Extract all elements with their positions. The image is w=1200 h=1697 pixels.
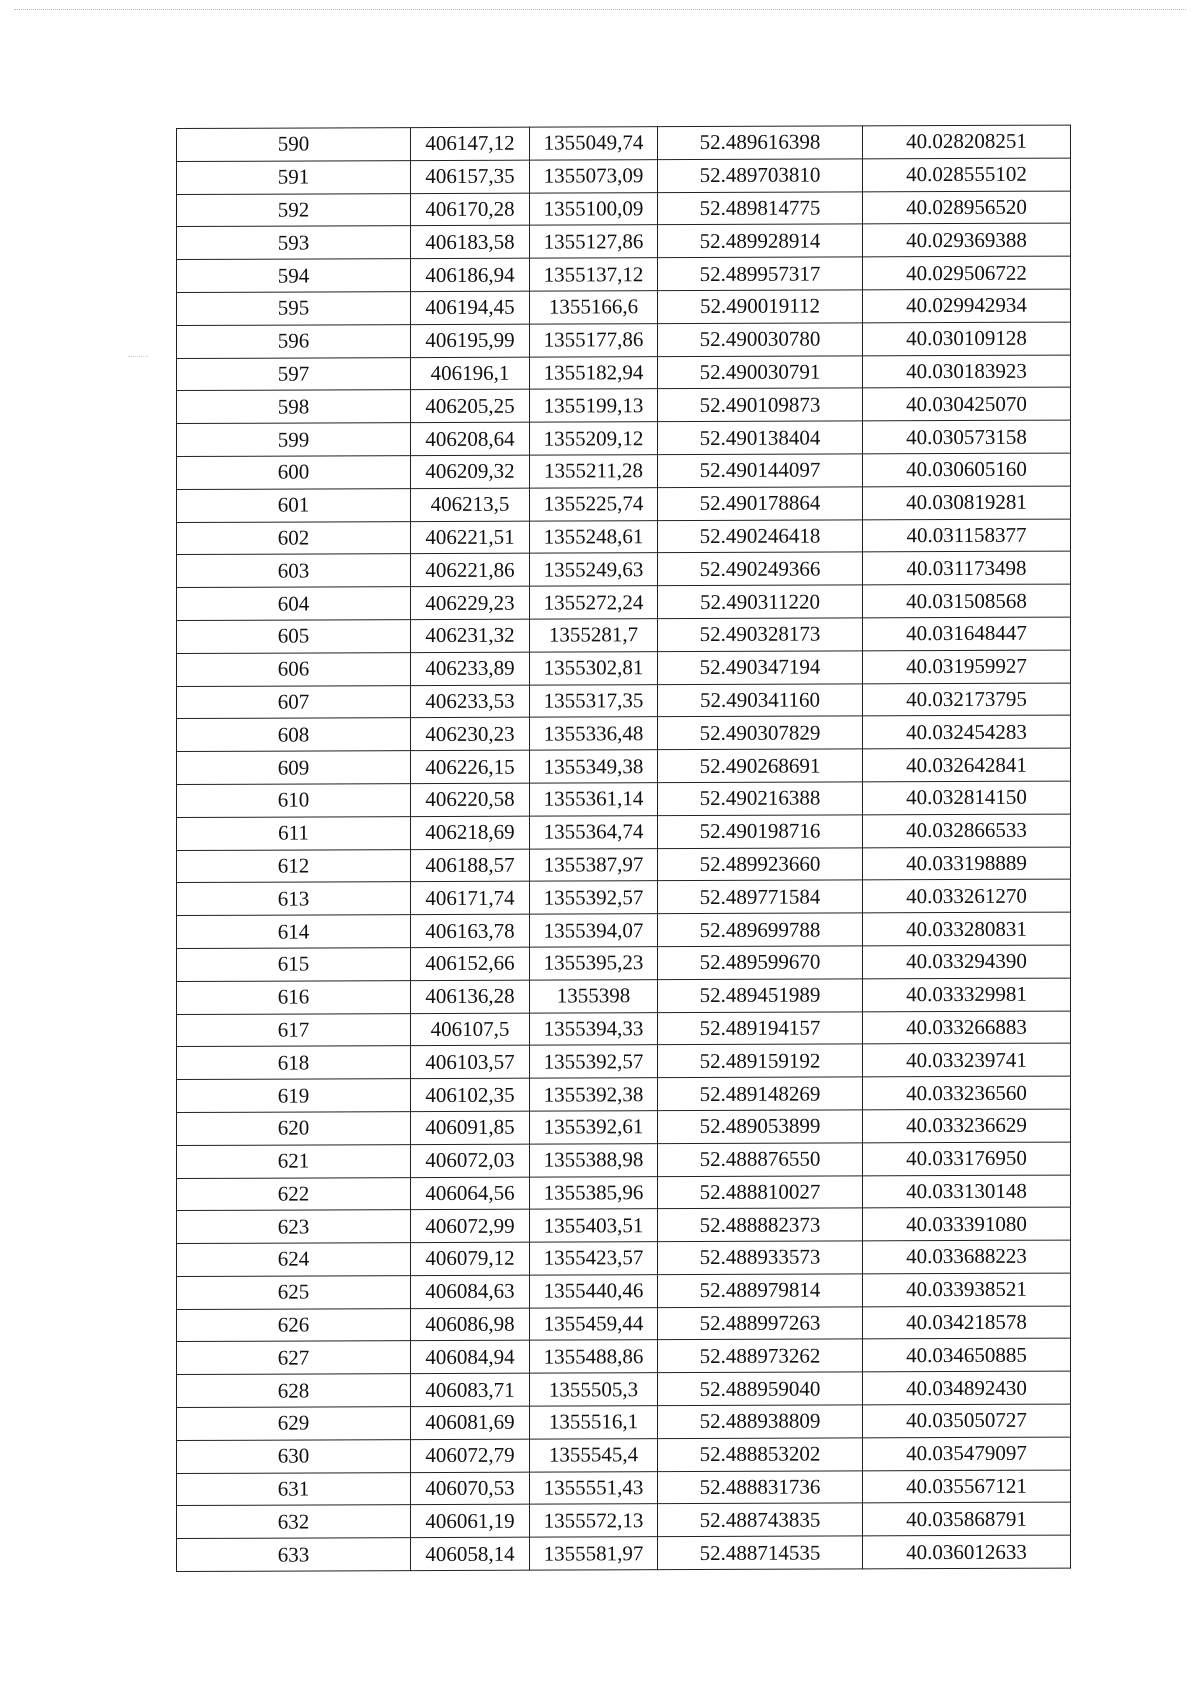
y-coordinate-cell: 1355385,96: [530, 1176, 658, 1209]
latitude-cell: 52.490144097: [658, 454, 863, 488]
point-number-cell: 606: [177, 652, 411, 686]
point-number-cell: 622: [177, 1177, 411, 1211]
table-row: [177, 879, 1071, 915]
y-coordinate-cell: 1355581,97: [530, 1537, 658, 1570]
x-coordinate-cell: 406213,5: [411, 488, 530, 521]
table-row: [177, 847, 1071, 883]
y-coordinate-cell: 1355551,43: [530, 1471, 658, 1504]
latitude-cell: 52.490216388: [658, 782, 863, 816]
point-number-cell: 632: [177, 1505, 411, 1539]
latitude-cell: 52.489771584: [658, 880, 863, 914]
table-row: [177, 715, 1071, 751]
longitude-cell: 40.035050727: [863, 1404, 1071, 1438]
table-row: [177, 420, 1071, 456]
x-coordinate-cell: 406233,89: [411, 652, 530, 685]
point-number-cell: 605: [177, 620, 411, 654]
latitude-cell: 52.490311220: [658, 585, 863, 619]
y-coordinate-cell: 1355387,97: [530, 848, 658, 881]
latitude-cell: 52.490198716: [658, 815, 863, 849]
point-number-cell: 618: [177, 1046, 411, 1080]
table-row: [177, 978, 1071, 1014]
y-coordinate-cell: 1355395,23: [530, 947, 658, 980]
point-number-cell: 631: [177, 1472, 411, 1506]
x-coordinate-cell: 406163,78: [411, 914, 530, 947]
latitude-cell: 52.490249366: [658, 552, 863, 586]
point-number-cell: 628: [177, 1374, 411, 1408]
y-coordinate-cell: 1355394,07: [530, 914, 658, 947]
point-number-cell: 630: [177, 1439, 411, 1473]
point-number-cell: 598: [177, 390, 411, 424]
point-number-cell: 603: [177, 554, 411, 588]
longitude-cell: 40.031173498: [863, 551, 1071, 585]
y-coordinate-cell: 1355392,38: [530, 1078, 658, 1111]
longitude-cell: 40.036012633: [863, 1535, 1071, 1569]
x-coordinate-cell: 406086,98: [411, 1308, 530, 1341]
x-coordinate-cell: 406226,15: [411, 750, 530, 783]
longitude-cell: 40.034650885: [863, 1339, 1071, 1373]
y-coordinate-cell: 1355459,44: [530, 1307, 658, 1340]
point-number-cell: 594: [177, 259, 411, 293]
table-row: [177, 1043, 1071, 1079]
longitude-cell: 40.034218578: [863, 1306, 1071, 1340]
latitude-cell: 52.489616398: [658, 126, 863, 160]
x-coordinate-cell: 406195,99: [411, 324, 530, 357]
latitude-cell: 52.490019112: [658, 290, 863, 324]
table-row: [177, 322, 1071, 358]
table-row: [177, 945, 1071, 981]
point-number-cell: 593: [177, 226, 411, 260]
y-coordinate-cell: 1355182,94: [530, 356, 658, 389]
point-number-cell: 613: [177, 882, 411, 916]
latitude-cell: 52.488959040: [658, 1372, 863, 1406]
point-number-cell: 601: [177, 488, 411, 522]
latitude-cell: 52.489923660: [658, 847, 863, 881]
y-coordinate-cell: 1355392,57: [530, 1045, 658, 1078]
latitude-cell: 52.490347194: [658, 651, 863, 685]
y-coordinate-cell: 1355392,57: [530, 881, 658, 914]
latitude-cell: 52.488979814: [658, 1274, 863, 1308]
x-coordinate-cell: 406229,23: [411, 586, 530, 619]
latitude-cell: 52.489451989: [658, 979, 863, 1013]
coordinates-table: [176, 125, 1071, 1572]
longitude-cell: 40.030605160: [863, 453, 1071, 487]
longitude-cell: 40.033294390: [863, 945, 1071, 979]
point-number-cell: 590: [177, 128, 411, 162]
table-row: [177, 1175, 1071, 1211]
x-coordinate-cell: 406188,57: [411, 849, 530, 882]
x-coordinate-cell: 406103,57: [411, 1045, 530, 1078]
longitude-cell: 40.033130148: [863, 1175, 1071, 1209]
x-coordinate-cell: 406064,56: [411, 1177, 530, 1210]
latitude-cell: 52.488810027: [658, 1175, 863, 1209]
y-coordinate-cell: 1355137,12: [530, 258, 658, 291]
table-row: [177, 781, 1071, 817]
x-coordinate-cell: 406171,74: [411, 881, 530, 914]
latitude-cell: 52.489814775: [658, 191, 863, 225]
scan-margin-mark: [128, 356, 148, 357]
latitude-cell: 52.489699788: [658, 913, 863, 947]
y-coordinate-cell: 1355392,61: [530, 1111, 658, 1144]
latitude-cell: 52.489159192: [658, 1044, 863, 1078]
longitude-cell: 40.033236629: [863, 1109, 1071, 1143]
longitude-cell: 40.028208251: [863, 125, 1071, 159]
longitude-cell: 40.032642841: [863, 748, 1071, 782]
table-row: [177, 1470, 1071, 1506]
y-coordinate-cell: 1355073,09: [530, 159, 658, 192]
point-number-cell: 595: [177, 292, 411, 326]
longitude-cell: 40.030183923: [863, 355, 1071, 389]
y-coordinate-cell: 1355302,81: [530, 651, 658, 684]
table-row: [177, 1503, 1071, 1539]
y-coordinate-cell: 1355388,98: [530, 1143, 658, 1176]
x-coordinate-cell: 406196,1: [411, 357, 530, 390]
coordinates-table-body: [177, 125, 1071, 1571]
point-number-cell: 604: [177, 587, 411, 621]
y-coordinate-cell: 1355166,6: [530, 291, 658, 324]
latitude-cell: 52.490109873: [658, 388, 863, 422]
x-coordinate-cell: 406205,25: [411, 390, 530, 423]
x-coordinate-cell: 406079,12: [411, 1242, 530, 1275]
latitude-cell: 52.489148269: [658, 1077, 863, 1111]
point-number-cell: 600: [177, 456, 411, 490]
table-row: [177, 748, 1071, 784]
longitude-cell: 40.033391080: [863, 1207, 1071, 1241]
latitude-cell: 52.490328173: [658, 618, 863, 652]
x-coordinate-cell: 406070,53: [411, 1472, 530, 1505]
longitude-cell: 40.033198889: [863, 847, 1071, 881]
y-coordinate-cell: 1355272,24: [530, 586, 658, 619]
longitude-cell: 40.033261270: [863, 879, 1071, 913]
table-row: [177, 519, 1071, 555]
x-coordinate-cell: 406091,85: [411, 1111, 530, 1144]
y-coordinate-cell: 1355488,86: [530, 1340, 658, 1373]
point-number-cell: 619: [177, 1079, 411, 1113]
latitude-cell: 52.490307829: [658, 716, 863, 750]
y-coordinate-cell: 1355127,86: [530, 225, 658, 258]
table-row: [177, 683, 1071, 719]
x-coordinate-cell: 406084,94: [411, 1341, 530, 1374]
latitude-cell: 52.490178864: [658, 487, 863, 521]
y-coordinate-cell: 1355516,1: [530, 1406, 658, 1439]
table-row: [177, 1207, 1071, 1243]
x-coordinate-cell: 406233,53: [411, 685, 530, 718]
longitude-cell: 40.030573158: [863, 420, 1071, 454]
x-coordinate-cell: 406157,35: [411, 160, 530, 193]
longitude-cell: 40.035567121: [863, 1470, 1071, 1504]
table-row: [177, 1437, 1071, 1473]
table-row: [177, 387, 1071, 423]
x-coordinate-cell: 406186,94: [411, 258, 530, 291]
longitude-cell: 40.029506722: [863, 256, 1071, 290]
x-coordinate-cell: 406194,45: [411, 291, 530, 324]
latitude-cell: 52.488743835: [658, 1503, 863, 1537]
latitude-cell: 52.488853202: [658, 1438, 863, 1472]
table-row: [177, 453, 1071, 489]
point-number-cell: 614: [177, 915, 411, 949]
latitude-cell: 52.489194157: [658, 1011, 863, 1045]
point-number-cell: 616: [177, 980, 411, 1014]
x-coordinate-cell: 406072,03: [411, 1144, 530, 1177]
y-coordinate-cell: 1355423,57: [530, 1242, 658, 1275]
longitude-cell: 40.033266883: [863, 1011, 1071, 1045]
y-coordinate-cell: 1355249,63: [530, 553, 658, 586]
y-coordinate-cell: 1355505,3: [530, 1373, 658, 1406]
latitude-cell: 52.488882373: [658, 1208, 863, 1242]
point-number-cell: 633: [177, 1538, 411, 1572]
point-number-cell: 596: [177, 324, 411, 358]
scan-edge-line: [14, 9, 1186, 10]
point-number-cell: 607: [177, 685, 411, 719]
y-coordinate-cell: 1355049,74: [530, 127, 658, 160]
longitude-cell: 40.031959927: [863, 650, 1071, 684]
latitude-cell: 52.489053899: [658, 1110, 863, 1144]
table-row: [177, 551, 1071, 587]
longitude-cell: 40.033236560: [863, 1076, 1071, 1110]
table-row: [177, 289, 1071, 325]
point-number-cell: 597: [177, 357, 411, 391]
x-coordinate-cell: 406208,64: [411, 422, 530, 455]
x-coordinate-cell: 406231,32: [411, 619, 530, 652]
table-row: [177, 1306, 1071, 1342]
table-row: [177, 650, 1071, 686]
table-row: [177, 256, 1071, 292]
latitude-cell: 52.488933573: [658, 1241, 863, 1275]
y-coordinate-cell: 1355209,12: [530, 422, 658, 455]
y-coordinate-cell: 1355394,33: [530, 1012, 658, 1045]
longitude-cell: 40.029942934: [863, 289, 1071, 323]
x-coordinate-cell: 406058,14: [411, 1537, 530, 1570]
table-row: [177, 355, 1071, 391]
point-number-cell: 611: [177, 816, 411, 850]
table-row: [177, 1371, 1071, 1407]
y-coordinate-cell: 1355199,13: [530, 389, 658, 422]
y-coordinate-cell: 1355361,14: [530, 783, 658, 816]
x-coordinate-cell: 406072,79: [411, 1439, 530, 1472]
latitude-cell: 52.488973262: [658, 1339, 863, 1373]
latitude-cell: 52.488831736: [658, 1471, 863, 1505]
x-coordinate-cell: 406084,63: [411, 1275, 530, 1308]
latitude-cell: 52.488876550: [658, 1143, 863, 1177]
table-row: [177, 223, 1071, 259]
table-row: [177, 617, 1071, 653]
latitude-cell: 52.489957317: [658, 257, 863, 291]
point-number-cell: 610: [177, 784, 411, 818]
point-number-cell: 599: [177, 423, 411, 457]
table-row: [177, 1011, 1071, 1047]
x-coordinate-cell: 406102,35: [411, 1078, 530, 1111]
point-number-cell: 623: [177, 1210, 411, 1244]
table-row: [177, 1404, 1071, 1440]
x-coordinate-cell: 406183,58: [411, 226, 530, 259]
table-row: [177, 1240, 1071, 1276]
longitude-cell: 40.033688223: [863, 1240, 1071, 1274]
x-coordinate-cell: 406170,28: [411, 193, 530, 226]
x-coordinate-cell: 406081,69: [411, 1406, 530, 1439]
latitude-cell: 52.490030780: [658, 323, 863, 357]
longitude-cell: 40.030425070: [863, 387, 1071, 421]
table-row: [177, 1273, 1071, 1309]
y-coordinate-cell: 1355364,74: [530, 815, 658, 848]
y-coordinate-cell: 1355211,28: [530, 455, 658, 488]
table-row: [177, 125, 1071, 161]
point-number-cell: 591: [177, 160, 411, 194]
point-number-cell: 627: [177, 1341, 411, 1375]
y-coordinate-cell: 1355225,74: [530, 487, 658, 520]
x-coordinate-cell: 406221,51: [411, 521, 530, 554]
latitude-cell: 52.490246418: [658, 519, 863, 553]
y-coordinate-cell: 1355349,38: [530, 750, 658, 783]
longitude-cell: 40.031648447: [863, 617, 1071, 651]
y-coordinate-cell: 1355398: [530, 979, 658, 1012]
y-coordinate-cell: 1355572,13: [530, 1504, 658, 1537]
longitude-cell: 40.033280831: [863, 912, 1071, 946]
latitude-cell: 52.490341160: [658, 683, 863, 717]
point-number-cell: 592: [177, 193, 411, 227]
point-number-cell: 608: [177, 718, 411, 752]
x-coordinate-cell: 406220,58: [411, 783, 530, 816]
y-coordinate-cell: 1355440,46: [530, 1275, 658, 1308]
latitude-cell: 52.489703810: [658, 159, 863, 193]
longitude-cell: 40.031508568: [863, 584, 1071, 618]
x-coordinate-cell: 406230,23: [411, 717, 530, 750]
point-number-cell: 624: [177, 1243, 411, 1277]
x-coordinate-cell: 406218,69: [411, 816, 530, 849]
table-row: [177, 584, 1071, 620]
latitude-cell: 52.488938809: [658, 1405, 863, 1439]
table-row: [177, 486, 1071, 522]
longitude-cell: 40.029369388: [863, 223, 1071, 257]
longitude-cell: 40.033329981: [863, 978, 1071, 1012]
longitude-cell: 40.032866533: [863, 814, 1071, 848]
x-coordinate-cell: 406072,99: [411, 1209, 530, 1242]
point-number-cell: 615: [177, 948, 411, 982]
y-coordinate-cell: 1355545,4: [530, 1439, 658, 1472]
point-number-cell: 620: [177, 1112, 411, 1146]
longitude-cell: 40.028555102: [863, 158, 1071, 192]
longitude-cell: 40.032173795: [863, 683, 1071, 717]
y-coordinate-cell: 1355336,48: [530, 717, 658, 750]
point-number-cell: 621: [177, 1144, 411, 1178]
y-coordinate-cell: 1355248,61: [530, 520, 658, 553]
x-coordinate-cell: 406152,66: [411, 947, 530, 980]
x-coordinate-cell: 406136,28: [411, 980, 530, 1013]
latitude-cell: 52.490138404: [658, 421, 863, 455]
table-row: [177, 814, 1071, 850]
point-number-cell: 617: [177, 1013, 411, 1047]
point-number-cell: 609: [177, 751, 411, 785]
x-coordinate-cell: 406083,71: [411, 1373, 530, 1406]
y-coordinate-cell: 1355281,7: [530, 619, 658, 652]
table-row: [177, 158, 1071, 194]
latitude-cell: 52.489928914: [658, 224, 863, 258]
table-row: [177, 1076, 1071, 1112]
longitude-cell: 40.031158377: [863, 519, 1071, 553]
longitude-cell: 40.032814150: [863, 781, 1071, 815]
longitude-cell: 40.028956520: [863, 191, 1071, 225]
longitude-cell: 40.030819281: [863, 486, 1071, 520]
x-coordinate-cell: 406221,86: [411, 554, 530, 587]
y-coordinate-cell: 1355317,35: [530, 684, 658, 717]
longitude-cell: 40.032454283: [863, 715, 1071, 749]
longitude-cell: 40.030109128: [863, 322, 1071, 356]
longitude-cell: 40.033176950: [863, 1142, 1071, 1176]
longitude-cell: 40.035479097: [863, 1437, 1071, 1471]
y-coordinate-cell: 1355403,51: [530, 1209, 658, 1242]
latitude-cell: 52.488714535: [658, 1536, 863, 1570]
longitude-cell: 40.034892430: [863, 1371, 1071, 1405]
table-row: [177, 1535, 1071, 1571]
x-coordinate-cell: 406147,12: [411, 127, 530, 160]
point-number-cell: 602: [177, 521, 411, 555]
x-coordinate-cell: 406061,19: [411, 1505, 530, 1538]
longitude-cell: 40.033938521: [863, 1273, 1071, 1307]
longitude-cell: 40.033239741: [863, 1043, 1071, 1077]
latitude-cell: 52.490268691: [658, 749, 863, 783]
table-row: [177, 1339, 1071, 1375]
table-row: [177, 1109, 1071, 1145]
point-number-cell: 625: [177, 1275, 411, 1309]
table-row: [177, 1142, 1071, 1178]
latitude-cell: 52.488997263: [658, 1307, 863, 1341]
latitude-cell: 52.490030791: [658, 355, 863, 389]
point-number-cell: 629: [177, 1407, 411, 1441]
point-number-cell: 626: [177, 1308, 411, 1342]
table-row: [177, 191, 1071, 227]
point-number-cell: 612: [177, 849, 411, 883]
longitude-cell: 40.035868791: [863, 1503, 1071, 1537]
x-coordinate-cell: 406107,5: [411, 1013, 530, 1046]
x-coordinate-cell: 406209,32: [411, 455, 530, 488]
y-coordinate-cell: 1355177,86: [530, 323, 658, 356]
y-coordinate-cell: 1355100,09: [530, 192, 658, 225]
table-row: [177, 912, 1071, 948]
latitude-cell: 52.489599670: [658, 946, 863, 980]
